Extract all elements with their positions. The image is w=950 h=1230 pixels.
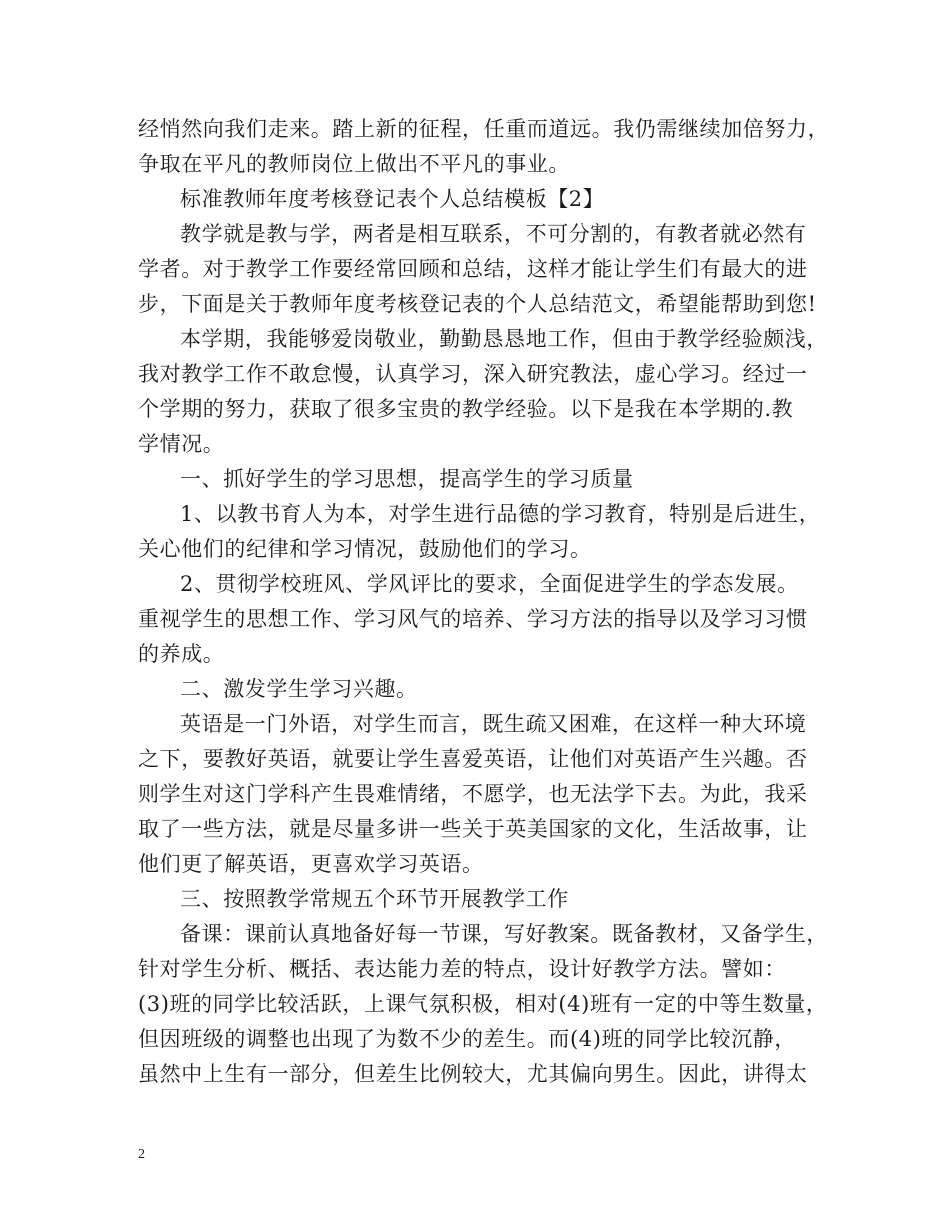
text-line: 的养成。: [138, 642, 225, 666]
text-line: 步，下面是关于教师年度考核登记表的个人总结范文，希望能帮助到您!: [138, 292, 817, 316]
text-line: 标准教师年度考核登记表个人总结模板【2】: [180, 187, 605, 211]
text-line: 则学生对这门学科产生畏难情绪，不愿学，也无法学下去。为此，我采: [138, 782, 808, 806]
text-line: (3)班的同学比较活跃，上课气氛积极，相对(4)班有一定的中等生数量，: [138, 992, 828, 1016]
text-line: 本学期，我能够爱岗敬业，勤勤恳恳地工作，但由于教学经验颇浅，: [180, 327, 828, 351]
text-line: 学者。对于教学工作要经常回顾和总结，这样才能让学生们有最大的进: [138, 257, 808, 281]
text-line: 关心他们的纪律和学习情况，鼓励他们的学习。: [138, 537, 592, 561]
text-line: 经悄然向我们走来。踏上新的征程，任重而道远。我仍需继续加倍努力，: [138, 117, 830, 141]
text-line: 争取在平凡的教师岗位上做出不平凡的事业。: [138, 152, 570, 176]
text-line: 虽然中上生有一部分，但差生比例较大，尤其偏向男生。因此，讲得太: [138, 1062, 808, 1086]
text-line: 我对教学工作不敢怠慢，认真学习，深入研究教法，虚心学习。经过一: [138, 362, 808, 386]
text-line: 个学期的努力，获取了很多宝贵的教学经验。以下是我在本学期的.教: [138, 397, 794, 421]
text-line: 二、激发学生学习兴趣。: [180, 677, 418, 701]
text-line: 学情况。: [138, 432, 225, 456]
text-line: 他们更了解英语，更喜欢学习英语。: [138, 852, 484, 876]
page-number: 2: [138, 1147, 145, 1162]
text-line: 教学就是教与学，两者是相互联系，不可分割的，有教者就必然有: [180, 222, 807, 246]
text-line: 重视学生的思想工作、学习风气的培养、学习方法的指导以及学习习惯: [138, 607, 808, 631]
text-line: 1、以教书育人为本，对学生进行品德的学习教育，特别是后进生，: [180, 502, 821, 526]
text-line: 2、贯彻学校班风、学风评比的要求，全面促进学生的学态发展。: [180, 572, 799, 596]
text-line: 针对学生分析、概括、表达能力差的特点，设计好教学方法。譬如：: [138, 957, 786, 981]
text-line: 一、抓好学生的学习思想，提高学生的学习质量: [180, 467, 634, 491]
text-line: 英语是一门外语，对学生而言，既生疏又困难，在这样一种大环境: [180, 712, 807, 736]
text-line: 之下，要教好英语，就要让学生喜爱英语，让他们对英语产生兴趣。否: [138, 747, 808, 771]
text-line: 备课：课前认真地备好每一节课，写好教案。既备教材，又备学生，: [180, 922, 828, 946]
text-line: 三、按照教学常规五个环节开展教学工作: [180, 887, 569, 911]
text-line: 取了一些方法，就是尽量多讲一些关于英美国家的文化，生活故事，让: [138, 817, 808, 841]
text-line: 但因班级的调整也出现了为数不少的差生。而(4)班的同学比较沉静，: [138, 1027, 796, 1051]
document-body: [138, 112, 830, 1092]
